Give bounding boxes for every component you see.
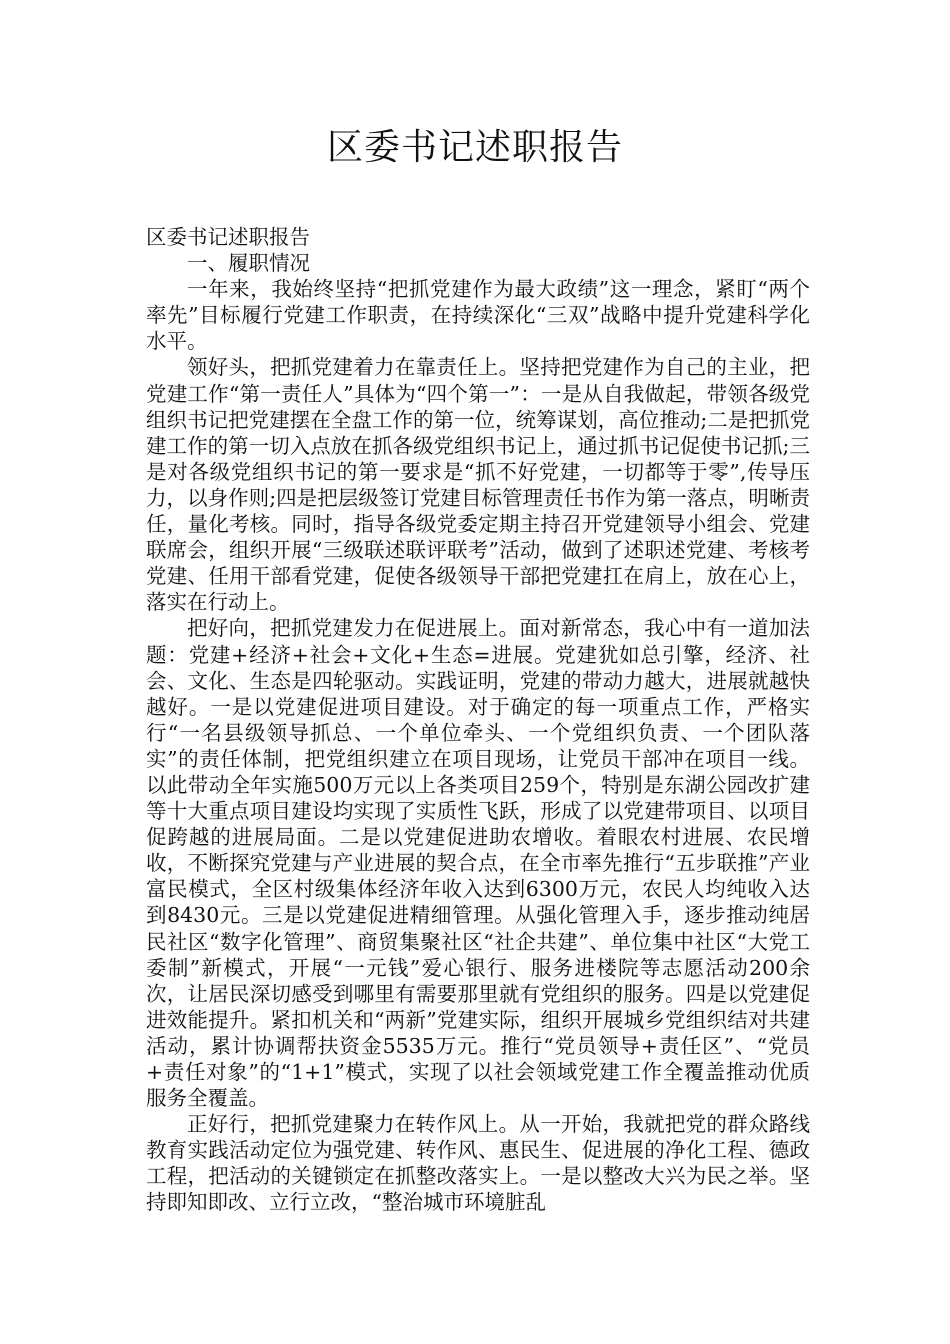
body-paragraph: 正好行，把抓党建聚力在转作风上。从一开始，我就把党的群众路线教育实践活动定位为强党建、转作风、惠民生、促进展的净化工程、德政工程，把活动的关键锁定在抓整改落实上。一是以整改大兴为民之举。坚持即知即改、立行立改，“整治城市环境脏乱 xyxy=(146,1112,810,1215)
body-paragraph: 区委书记述职报告 xyxy=(146,225,310,249)
document-body xyxy=(146,224,810,1216)
body-paragraph: 领好头，把抓党建着力在靠责任上。坚持把党建作为自己的主业，把党建工作“第一责任人”具体为“四个第一”：一是从自我做起，带领各级党组织书记把党建摆在全盘工作的第一位，统筹谋划，高位推动;二是把抓党建工作的第一切入点放在抓各级党组织书记上，通过抓书记促使书记抓;三是对各级党组织书记的第一要求是“抓不好党建，一切都等于零”,传导压力，以身作则;四是把层级签订党建目标管理责任书作为第一落点，明晰责任，量化考核。同时，指导各级党委定期主持召开党建领导小组会、党建联席会，组织开展“三级联述联评联考”活动，做到了述职述党建、考核考党建、任用干部看党建，促使各级领导干部把党建扛在肩上，放在心上，落实在行动上。 xyxy=(146,355,810,615)
body-paragraph: 把好向，把抓党建发力在促进展上。面对新常态，我心中有一道加法题：党建+经济+社会+文化+生态=进展。党建犹如总引擎，经济、社会、文化、生态是四轮驱动。实践证明，党建的带动力越大，进展就越快越好。一是以党建促进项目建设。对于确定的每一项重点工作，严格实行“一名县级领导抓总、一个单位牵头、一个党组织负责、一个团队落实”的责任体制，把党组织建立在项目现场，让党员干部冲在项目一线。以此带动全年实施500万元以上各类项目259个，特别是东湖公园改扩建等十大重点项目建设均实现了实质性飞跃，形成了以党建带项目、以项目促跨越的进展局面。二是以党建促进助农增收。着眼农村进展、农民增收，不断探究党建与产业进展的契合点，在全市率先推行“五步联推”产业富民模式，全区村级集体经济年收入达到6300万元，农民人均纯收入达到8430元。三是以党建促进精细管理。从强化管理入手，逐步推动纯居民社区“数字化管理”、商贸集聚社区“社企共建”、单位集中社区“大党工委制”新模式，开展“一元钱”爱心银行、服务进楼院等志愿活动200余次，让居民深切感受到哪里有需要那里就有党组织的服务。四是以党建促进效能提升。紧扣机关和“两新”党建实际，组织开展城乡党组织结对共建活动，累计协调帮扶资金5535万元。推行“党员领导+责任区”、“党员+责任对象”的“1+1”模式，实现了以社会领域党建工作全覆盖推动优质服务全覆盖。 xyxy=(146,616,810,1111)
body-paragraph: 一年来，我始终坚持“把抓党建作为最大政绩”这一理念，紧盯“两个率先”目标履行党建工作职责，在持续深化“三双”战略中提升党建科学化水平。 xyxy=(146,277,810,354)
document-title: 区委书记述职报告 xyxy=(326,127,623,168)
body-paragraph: 一、履职情况 xyxy=(187,251,310,276)
